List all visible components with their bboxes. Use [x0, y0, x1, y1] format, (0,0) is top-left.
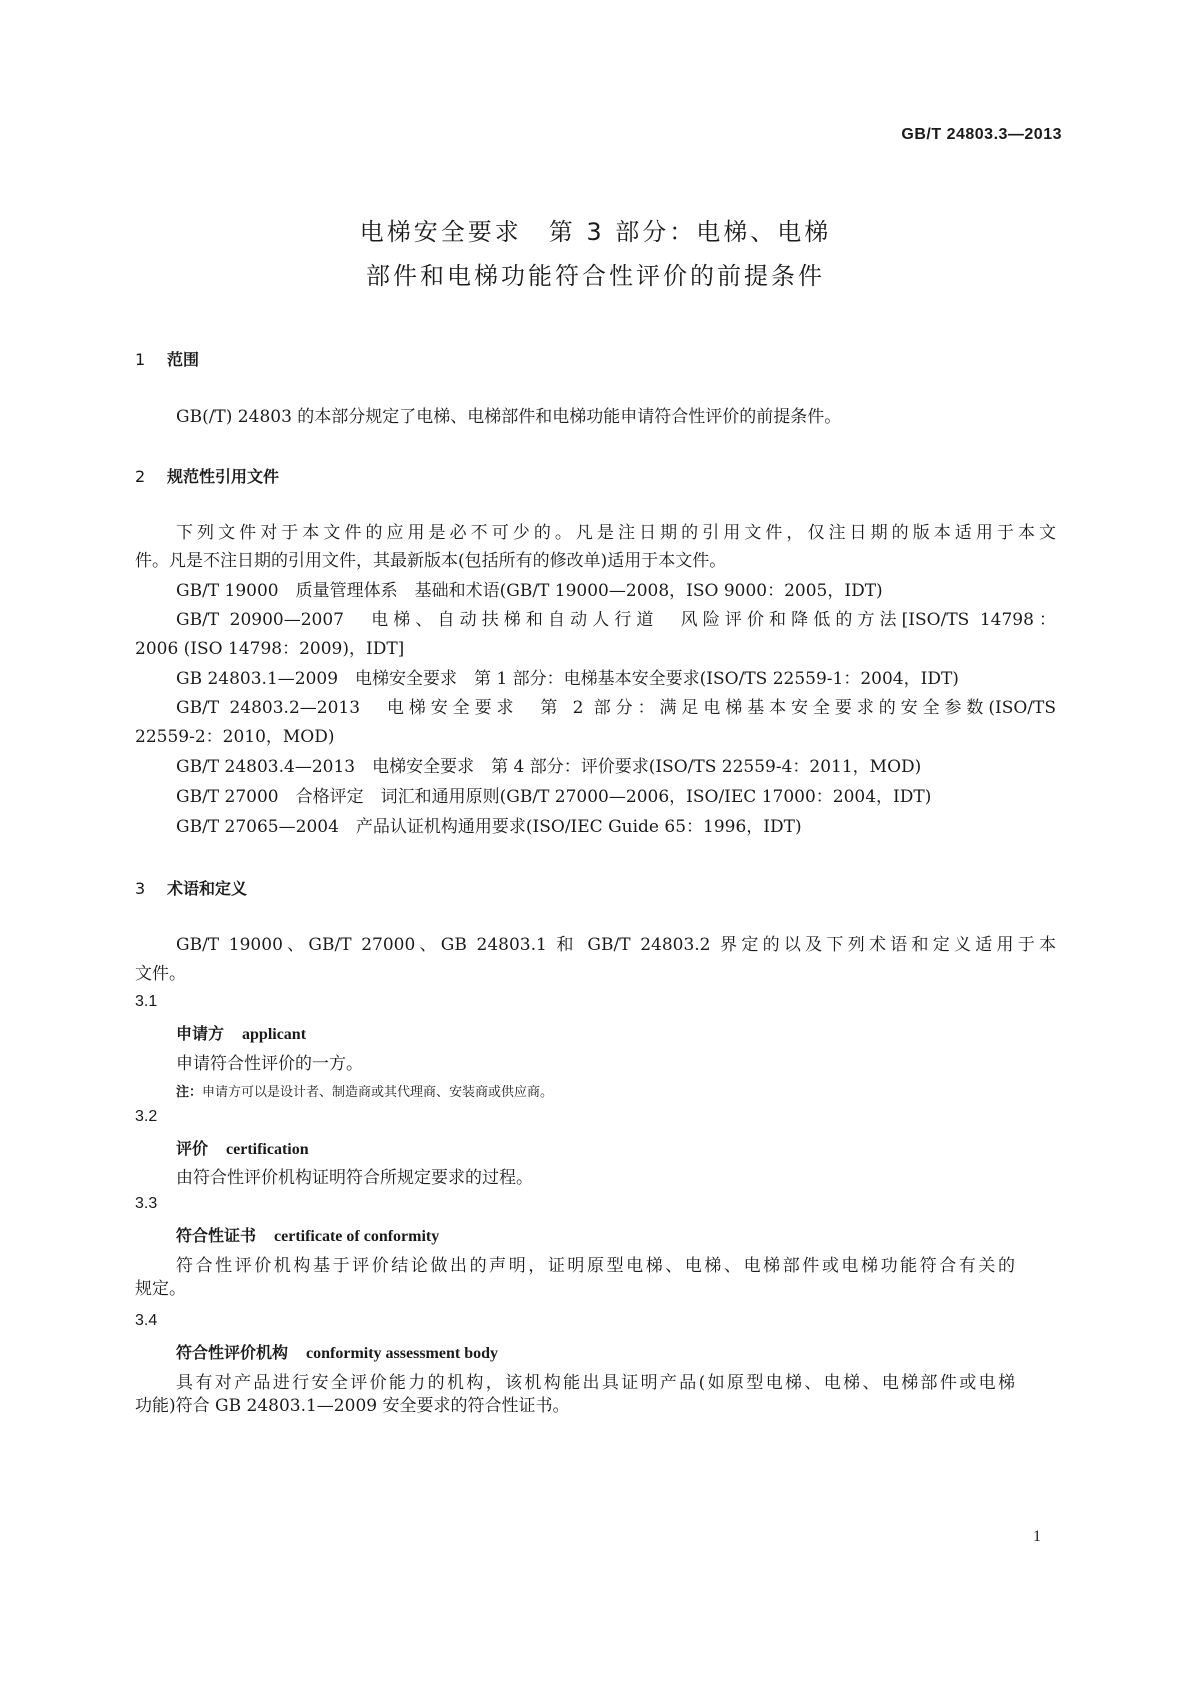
section-3-intro-line2: 文件。: [135, 964, 186, 984]
term-zh: 评价: [176, 1139, 209, 1158]
ref-item: GB/T 19000 质量管理体系 基础和术语(GB/T 19000—2008，ISO 9000：2005，IDT): [176, 581, 883, 601]
term-en: certification: [226, 1141, 309, 1158]
ref-item: GB 24803.1—2009 电梯安全要求 第 1 部分：电梯基本安全要求(ISO/TS 22559-1：2004，IDT): [176, 669, 959, 689]
term-zh: 申请方: [176, 1024, 225, 1043]
section-title: 术语和定义: [167, 879, 248, 898]
term-en: conformity assessment body: [306, 1345, 499, 1362]
section-3-heading: [135, 876, 247, 899]
section-number: 1: [135, 350, 146, 369]
doc-title-line2: 部件和电梯功能符合性评价的前提条件: [366, 262, 825, 290]
term-note: [176, 1081, 553, 1100]
term-zh: 符合性证书: [176, 1226, 257, 1245]
term-definition: 申请符合性评价的一方。: [176, 1054, 363, 1074]
ref-item: GB/T 24803.2—2013 电梯安全要求 第 2 部分：满足电梯基本安全要求的安全参数(ISO/TS: [176, 698, 1056, 718]
term-zh: 符合性评价机构: [176, 1343, 289, 1362]
term-definition-line1: 符合性评价机构基于评价结论做出的声明，证明原型电梯、电梯、电梯部件或电梯功能符合有关的: [176, 1256, 1015, 1276]
ref-item-continued: 22559-2：2010，MOD): [135, 727, 335, 747]
section-2-heading: [135, 464, 279, 487]
term-definition-line1: 具有对产品进行安全评价能力的机构，该机构能出具证明产品(如原型电梯、电梯、电梯部件或电梯: [176, 1373, 1015, 1393]
term-definition: 由符合性评价机构证明符合所规定要求的过程。: [176, 1168, 533, 1188]
doc-title-line1: 电梯安全要求 第 3 部分：电梯、电梯: [359, 218, 832, 246]
term-en: applicant: [242, 1026, 307, 1043]
term-heading: [176, 1340, 498, 1363]
ref-item: GB/T 20900—2007 电梯、自动扶梯和自动人行道 风险评价和降低的方法[ISO/TS 14798：: [176, 610, 1056, 630]
term-definition-line2: 功能)符合 GB 24803.1—2009 安全要求的符合性证书。: [135, 1396, 570, 1416]
section-2-intro-line1: 下列文件对于本文件的应用是必不可少的。凡是注日期的引用文件，仅注日期的版本适用于本文: [176, 523, 1056, 543]
standard-id: GB/T 24803.3—2013: [901, 126, 1062, 143]
clause-number: 3.3: [135, 1195, 158, 1212]
section-title: 范围: [167, 350, 200, 369]
ref-item-continued: 2006 (ISO 14798：2009)，IDT]: [135, 639, 405, 659]
ref-item: GB/T 24803.4—2013 电梯安全要求 第 4 部分：评价要求(ISO/TS 22559-4：2011，MOD): [176, 757, 922, 777]
term-heading: [176, 1021, 306, 1044]
section-1-para: GB(/T) 24803 的本部分规定了电梯、电梯部件和电梯功能申请符合性评价的前提条件。: [176, 407, 842, 427]
term-heading: [176, 1136, 309, 1159]
section-number: 3: [135, 879, 146, 898]
clause-number: 3.1: [135, 993, 158, 1010]
section-title: 规范性引用文件: [167, 467, 280, 486]
term-heading: [176, 1223, 439, 1246]
section-3-intro-line1: GB/T 19000、GB/T 27000、GB 24803.1 和 GB/T 24803.2 界定的以及下列术语和定义适用于本: [176, 935, 1056, 955]
section-1-heading: [135, 347, 199, 370]
clause-number: 3.2: [135, 1108, 158, 1125]
clause-number: 3.4: [135, 1312, 158, 1329]
note-label: 注：: [176, 1085, 203, 1100]
ref-item: GB/T 27000 合格评定 词汇和通用原则(GB/T 27000—2006，ISO/IEC 17000：2004，IDT): [176, 787, 932, 807]
term-definition-line2: 规定。: [135, 1279, 186, 1299]
page-number: 1: [1033, 1528, 1041, 1545]
ref-item: GB/T 27065—2004 产品认证机构通用要求(ISO/IEC Guide 65：1996，IDT): [176, 817, 802, 837]
section-number: 2: [135, 467, 146, 486]
note-text: 申请方可以是设计者、制造商或其代理商、安装商或供应商。: [202, 1085, 554, 1100]
term-en: certificate of conformity: [274, 1228, 440, 1245]
section-2-intro-line2: 件。凡是不注日期的引用文件，其最新版本(包括所有的修改单)适用于本文件。: [135, 551, 727, 571]
